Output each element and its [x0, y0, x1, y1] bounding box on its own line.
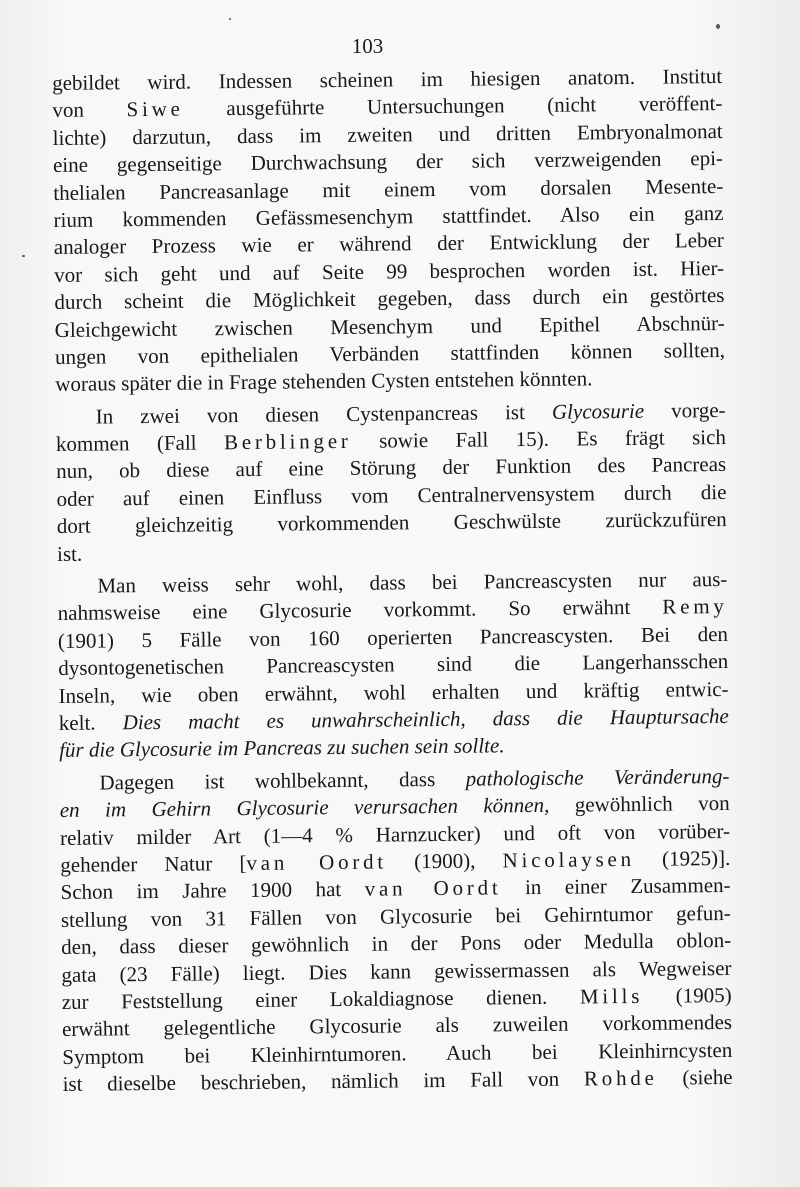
text-run: relativ milder Art (1—4 % Harnzucker) und oft von vorüber-: [59, 818, 731, 850]
text-run: (1905): [642, 982, 732, 1008]
text-run: nun, ob diese auf eine Störung der Funktion des Pancreas: [56, 452, 727, 484]
text-run: gata (23 Fälle) liegt. Dies kann gewissermassen als Wegweiser: [61, 955, 732, 987]
text-run: (1901) 5 Fälle von 160 operierten Pancreascysten. Bei den: [57, 621, 729, 653]
text-run: Inseln, wie oben erwähnt, wohl erhalten und kräftig entwic-: [58, 676, 729, 708]
paper-speck: [22, 255, 25, 257]
text-run: von: [52, 97, 127, 123]
text-run: dort gleichzeitig vorkommenden Geschwülste zurückzufüren: [56, 507, 727, 539]
text-run: vor sich geht und auf Seite 99 besprochen worden ist. Hier-: [54, 255, 725, 287]
text-run: dysontogenetischen Pancreascysten sind die Langerhansschen: [58, 649, 729, 681]
text-run: oder auf einen Einfluss vom Centralnervensystem durch die: [56, 479, 727, 511]
body-text: [52, 63, 733, 1103]
paper-speck: [716, 24, 720, 29]
text-line: [55, 364, 725, 398]
text-run: kelt.: [58, 710, 123, 735]
text-run: erwähnt gelegentliche Glycosurie als zuweilen vorkommendes: [61, 1010, 733, 1042]
text-run: durch scheint die Möglichkeit gegeben, dass durch ein gestörtes: [54, 283, 725, 315]
spaced-name: Remy: [662, 594, 728, 620]
text-line: [62, 1064, 732, 1098]
text-run: sowie Fall 15). Es frägt sich: [351, 425, 727, 453]
text-run: stellung von 31 Fällen von Glycosurie bei Gehirntumor gefun-: [60, 900, 731, 932]
text-run: analoger Prozess wie er während der Entwicklung der Leber: [53, 228, 724, 260]
text-run: gehender Natur [: [60, 850, 247, 877]
paragraph: [57, 566, 729, 765]
italic-emphasis: pathologische Veränderung-: [465, 763, 730, 791]
text-run: (1900),: [386, 848, 503, 874]
italic-emphasis: Glycosurie: [551, 398, 645, 424]
text-run: Symptom bei Kleinhirntumoren. Auch bei Kleinhirncysten: [62, 1037, 733, 1069]
text-run: ist.: [56, 541, 83, 566]
text-run: kommen (Fall: [55, 430, 225, 457]
paper-speck: [229, 18, 231, 20]
spaced-name: van Oordt: [246, 849, 388, 875]
italic-emphasis: Dies macht es unwahrscheinlich, dass die Hauptursache: [122, 703, 729, 735]
spaced-name: Nicolaysen: [502, 846, 635, 873]
text-run: rium kommenden Gefässmesenchym stattfindet. Also ein ganz: [53, 200, 724, 232]
paragraph: [59, 763, 732, 1099]
text-run: vorge-: [643, 397, 726, 423]
text-run: ist dieselbe beschrieben, nämlich im Fall von: [62, 1066, 585, 1097]
spaced-name: Mills: [579, 983, 644, 1009]
text-run: In zwei von diesen Cystenpancreas ist: [95, 399, 553, 429]
italic-emphasis: en im Gehirn Glycosurie verursachen können,: [59, 792, 550, 823]
italic-emphasis: für die Glycosurie im Pancreas zu suchen sein sollte.: [58, 733, 505, 763]
text-run: (siehe: [657, 1064, 733, 1090]
text-run: in einer Zusammen-: [501, 873, 731, 900]
text-run: nahmsweise eine Glycosurie vorkommt. So erwähnt: [57, 595, 663, 626]
spaced-name: Siwe: [126, 97, 184, 122]
text-run: Dagegen ist wohlbekannt, dass: [99, 766, 466, 795]
text-run: thelialen Pancreasanlage mit einem vom dorsalen Mesente-: [53, 173, 724, 205]
spaced-name: Berblinger: [223, 428, 352, 455]
text-run: ausgeführte Untersuchungen (nicht veröffent-: [183, 91, 723, 122]
text-run: Man weiss sehr wohl, dass bei Pancreascysten nur aus-: [97, 566, 728, 598]
text-run: zur Feststellung einer Lokaldiagnose dienen.: [61, 984, 580, 1014]
spaced-name: van Oordt: [364, 875, 502, 902]
paragraph: [55, 397, 727, 568]
text-run: ungen von epithelialen Verbänden stattfinden können sollten,: [54, 337, 726, 369]
text-run: gebildet wird. Indessen scheinen im hiesigen anatom. Institut: [52, 63, 723, 95]
text-run: Schon im Jahre 1900 hat: [60, 877, 365, 905]
text-run: (1925)].: [634, 845, 731, 871]
text-run: lichte) darzutun, dass im zweiten und dritten Embryonalmonat: [52, 118, 723, 150]
text-run: Gleichgewicht zwischen Mesenchym und Epithel Abschnür-: [54, 310, 725, 342]
text-run: den, dass dieser gewöhnlich in der Pons oder Medulla oblon-: [61, 928, 732, 960]
text-run: eine gegenseitige Durchwachsung der sich verzweigenden epi-: [52, 146, 724, 178]
spaced-name: Rohde: [583, 1065, 658, 1091]
paragraph: [52, 63, 725, 399]
text-run: gewöhnlich von: [549, 791, 730, 817]
text-line: [59, 730, 729, 764]
page-number: 103: [351, 34, 384, 58]
text-run: woraus später die in Frage stehenden Cysten entstehen könnten.: [55, 366, 593, 397]
